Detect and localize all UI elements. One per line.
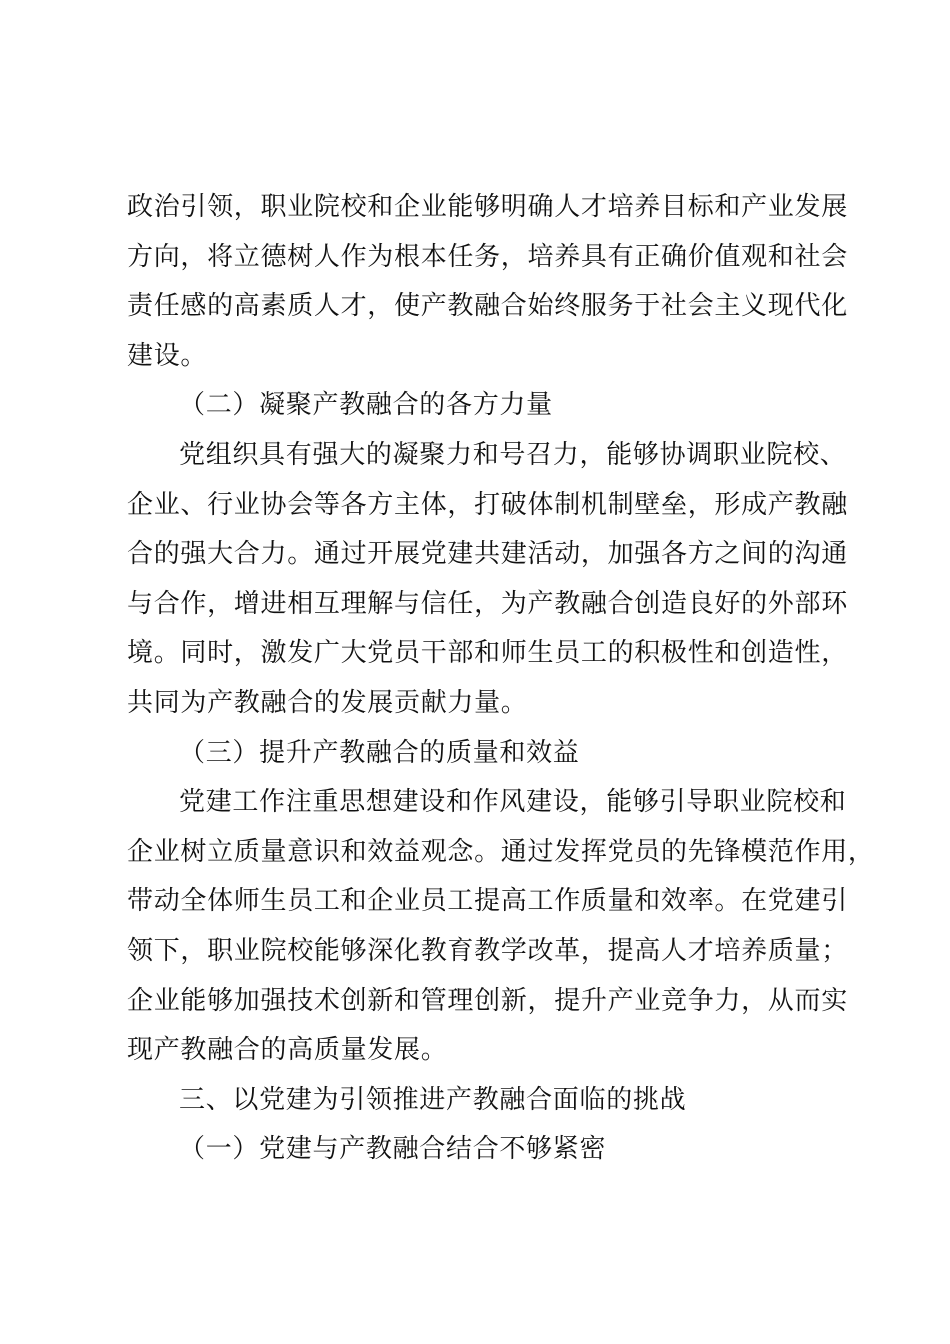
body-line: 企业能够加强技术创新和管理创新，提升产业竞争力，从而实: [127, 985, 848, 1016]
body-line: 与合作，增进相互理解与信任，为产教融合创造良好的外部环: [127, 588, 848, 619]
body-line: 带动全体师生员工和企业员工提高工作质量和效率。在党建引: [127, 886, 848, 917]
body-line: 企业树立质量意识和效益观念。通过发挥党员的先锋模范作用，: [127, 836, 875, 867]
body-line: 建设。: [127, 340, 208, 371]
document-body: [127, 183, 875, 1175]
body-line: 政治引领，职业院校和企业能够明确人才培养目标和产业发展: [127, 192, 848, 222]
body-line: 共同为产教融合的发展贡献力量。: [127, 687, 528, 718]
section-heading: （二）凝聚产教融合的各方力量: [179, 390, 553, 421]
chapter-heading: 三、以党建为引领推进产教融合面临的挑战: [179, 1084, 687, 1115]
body-line: 企业、行业协会等各方主体，打破体制机制壁垒，形成产教融: [127, 489, 848, 520]
paragraph-first-line: 党组织具有强大的凝聚力和号召力，能够协调职业院校、: [179, 439, 847, 470]
body-line: 境。同时，激发广大党员干部和师生员工的积极性和创造性，: [127, 638, 848, 669]
section-heading: （三）提升产教融合的质量和效益: [179, 737, 580, 768]
body-line: 领下，职业院校能够深化教育教学改革，提高人才培养质量；: [127, 935, 848, 966]
body-line: 现产教融合的高质量发展。: [127, 1035, 448, 1066]
section-heading: （一）党建与产教融合结合不够紧密: [179, 1134, 607, 1165]
body-line: 责任感的高素质人才，使产教融合始终服务于社会主义现代化: [127, 291, 848, 322]
body-line: 合的强大合力。通过开展党建共建活动，加强各方之间的沟通: [127, 539, 848, 570]
body-line: 方向，将立德树人作为根本任务，培养具有正确价值观和社会: [127, 241, 848, 272]
paragraph-first-line: 党建工作注重思想建设和作风建设，能够引导职业院校和: [179, 787, 847, 818]
